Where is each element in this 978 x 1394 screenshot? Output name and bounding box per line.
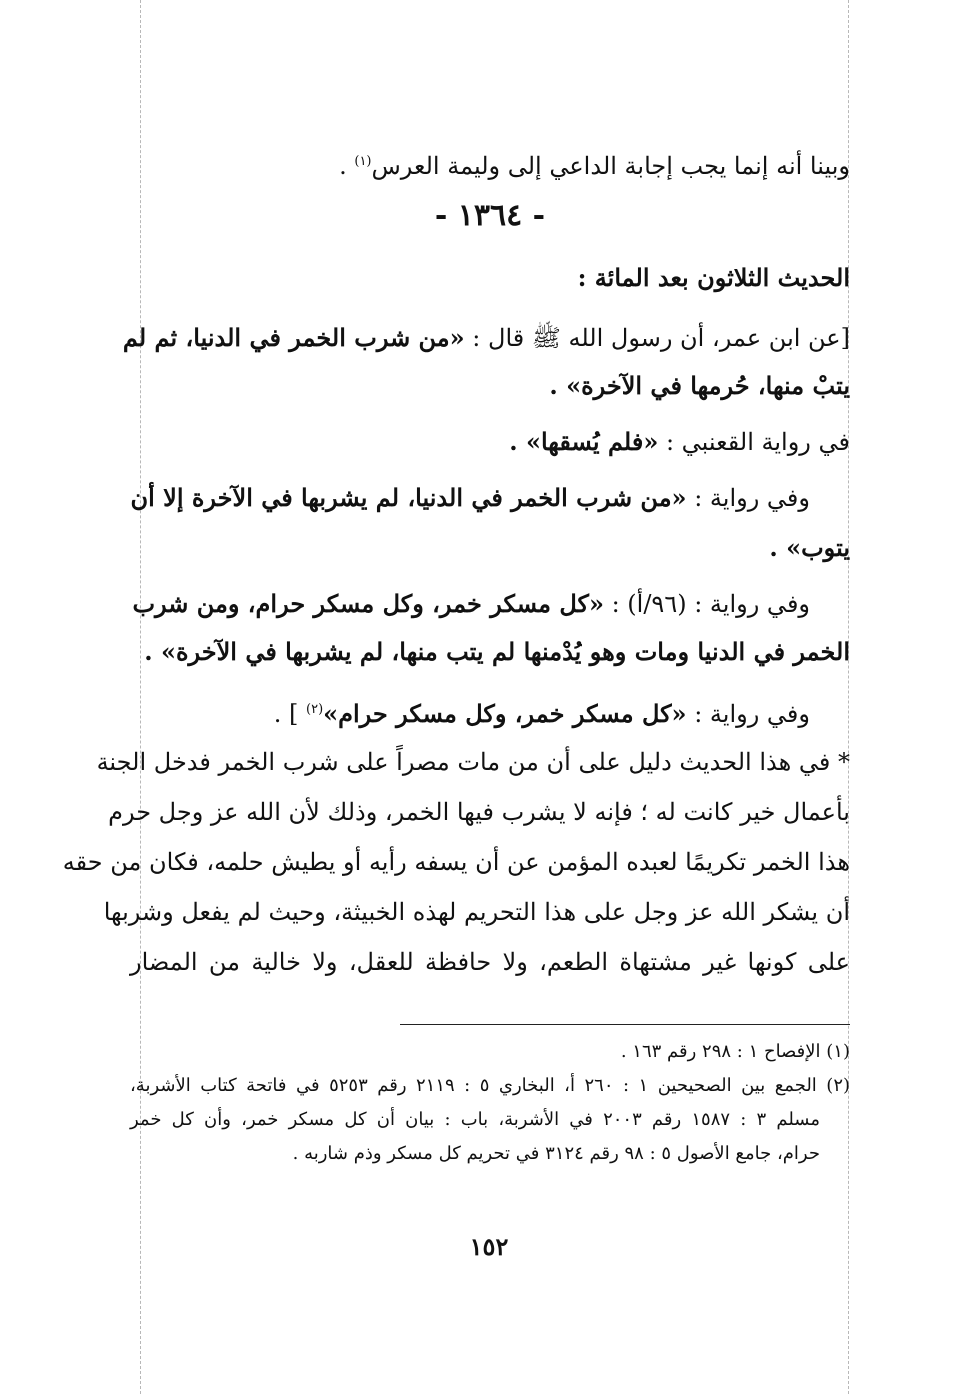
quote-segment: «كل مسكر خمر، وكل مسكر حرام» <box>323 699 687 728</box>
document-page <box>62 0 850 1394</box>
text-line-5: يتبْ منها، حُرمها في الآخرة» . <box>549 371 850 400</box>
footnote-2-cont-2: حرام، جامع الأصول ٥ : ٩٨ رقم ٣١٢٤ في تحريم كل مسكر وذم شاربه . <box>292 1143 820 1164</box>
footnote-2-cont-1: مسلم ٣ : ١٥٨٧ رقم ٢٠٠٣ في الأشربة، باب : بيان أن كل مسكر خمر، وأن كل خمر <box>130 1109 820 1130</box>
text-line-13: بأعمال خير كانت له ؛ فإنه لا يشرب فيها الخمر، وذلك لأن الله عز وجل حرم <box>108 798 850 826</box>
footnote-1: (١) الإفصاح ١ : ٢٩٨ رقم ١٦٣ . <box>620 1041 850 1062</box>
text-line-7 <box>130 478 810 518</box>
text-segment: وبينا أنه إنما يجب إجابة الداعي إلى وليمة العرس <box>371 152 850 180</box>
quote-segment: «من شرب الخمر في الدنيا، لم يشربها في الآخرة إلا أن <box>130 483 687 512</box>
text-line-10: الخمر في الدنيا ومات وهو يُدْمنها لم يتب منها، لم يشربها في الآخرة» . <box>144 637 850 666</box>
footnote-ref-1: (١) <box>354 154 372 169</box>
text-segment: وفي رواية : <box>686 484 810 512</box>
quote-segment: «كل مسكر خمر، وكل مسكر حرام، ومن شرب <box>132 589 604 618</box>
quote-segment: «من شرب الخمر في الدنيا، ثم لم <box>122 323 465 352</box>
text-line-12: * في هذا الحديث دليل على أن من مات مصراً على شرب الخمر فدخل الجنة <box>96 748 850 776</box>
text-segment: وفي رواية : (٩٦/أ) : <box>603 590 810 618</box>
text-line-4 <box>122 318 850 358</box>
text-segment: وفي رواية : <box>686 700 810 728</box>
text-line-8: يتوب» . <box>769 533 850 562</box>
footnote-separator <box>400 1024 850 1025</box>
text-line-11 <box>130 690 810 734</box>
text-line-1 <box>130 142 850 186</box>
text-line-6 <box>130 422 850 462</box>
page-number: ١٥٢ <box>469 1232 509 1261</box>
hadith-number-heading: - ١٣٦٤ - <box>434 198 546 233</box>
text-line-14: هذا الخمر تكريمًا لعبده المؤمن عن أن يسفه رأيه أو يطيش حلمه، فكان من حقه <box>62 848 850 876</box>
text-line-9 <box>130 584 810 624</box>
footnote-ref-2: (٢) <box>306 702 324 717</box>
text-segment: في رواية القعنبي : <box>658 428 850 456</box>
section-title: الحديث الثلاثون بعد المائة : <box>577 263 850 292</box>
text-line-16: على كونها غير مشتهاة الطعم، ولا حافظة للعقل، ولا خالية من المضار <box>130 948 850 976</box>
text-segment: [عن ابن عمر، أن رسول الله ﷺ قال : <box>464 324 850 352</box>
quote-segment: «فلم يُسقها» . <box>509 427 659 456</box>
text-line-15: أن يشكر الله عز وجل على هذا التحريم لهذه الخبيثة، وحيث لم يفعل وشربها <box>103 898 850 926</box>
text-segment: . <box>339 152 355 180</box>
footnote-2: (٢) الجمع بين الصحيحين ١ : ٢٦٠ أ، البخاري ٥ : ٢١١٩ رقم ٥٢٥٣ في فاتحة كتاب الأشربة، <box>130 1075 851 1096</box>
text-segment: ] . <box>273 700 307 728</box>
